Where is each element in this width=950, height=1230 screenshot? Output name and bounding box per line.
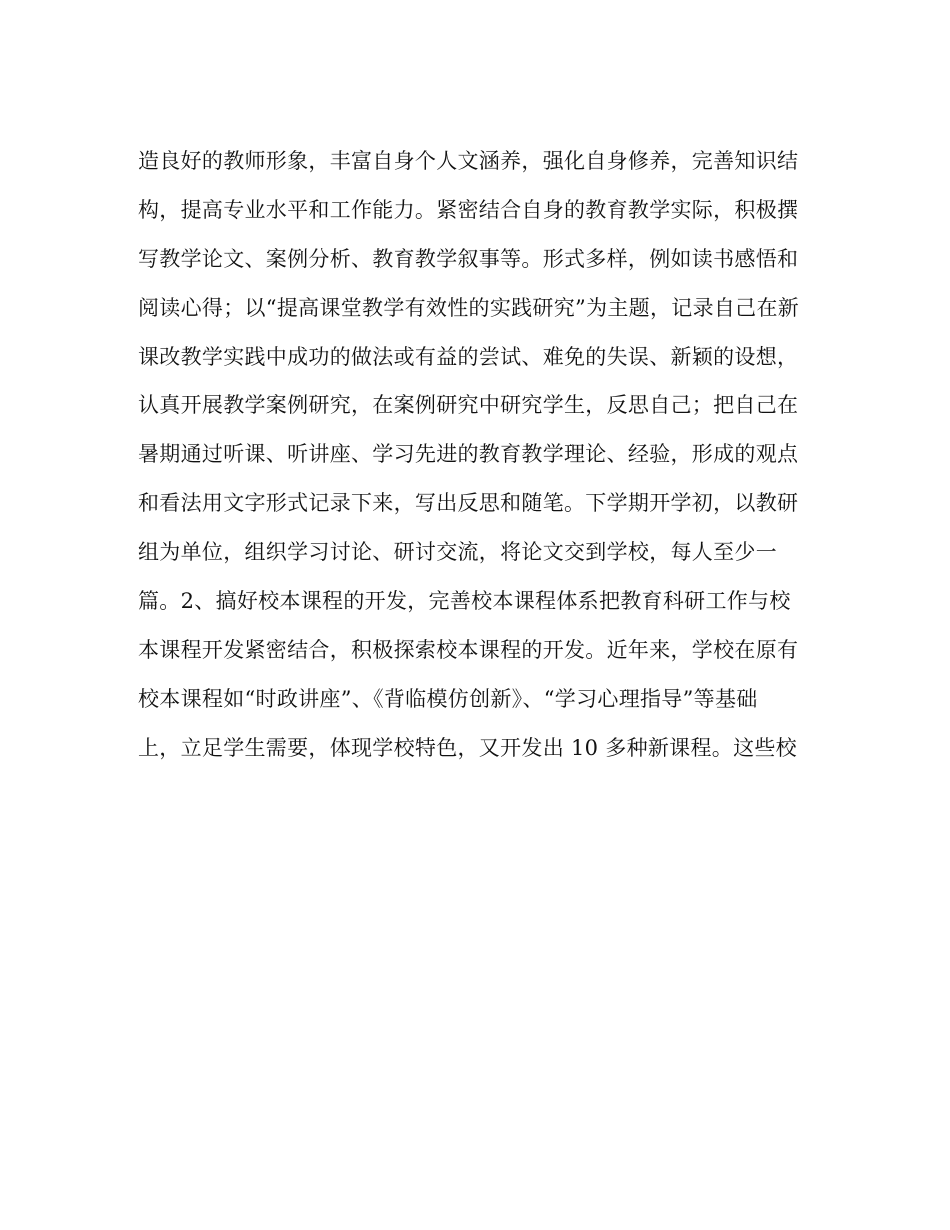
text-line: 写教学论文、案例分析、教育教学叙事等。形式多样，例如读书感悟和 bbox=[138, 246, 799, 271]
text-line: 篇。2、搞好校本课程的开发，完善校本课程体系把教育科研工作与校 bbox=[138, 589, 791, 614]
text-line: 校本课程如“时政讲座”、《背临模仿创新》、“学习心理指导”等基础 bbox=[138, 686, 758, 711]
text-line: 认真开展教学案例研究，在案例研究中研究学生，反思自己；把自己在 bbox=[138, 393, 799, 418]
text-line: 本课程开发紧密结合，积极探索校本课程的开发。近年来，学校在原有 bbox=[138, 637, 799, 662]
text-line: 阅读心得；以“提高课堂教学有效性的实践研究”为主题，记录自己在新 bbox=[138, 295, 800, 320]
text-line: 暑期通过听课、听讲座、学习先进的教育教学理论、经验，形成的观点 bbox=[138, 442, 799, 467]
text-line: 造良好的教师形象，丰富自身个人文涵养，强化自身修养，完善知识结 bbox=[138, 149, 799, 173]
text-line: 组为单位，组织学习讨论、研讨交流，将论文交到学校，每人至少一 bbox=[138, 540, 777, 565]
text-line: 和看法用文字形式记录下来，写出反思和随笔。下学期开学初，以教研 bbox=[138, 491, 799, 516]
text-line: 上，立足学生需要，体现学校特色，又开发出 10 多种新课程。这些校 bbox=[138, 735, 797, 760]
text-line: 构，提高专业水平和工作能力。紧密结合自身的教育教学实际，积极撰 bbox=[138, 197, 799, 222]
body-text bbox=[138, 137, 818, 773]
text-line: 课改教学实践中成功的做法或有益的尝试、难免的失误、新颖的设想， bbox=[138, 344, 799, 369]
